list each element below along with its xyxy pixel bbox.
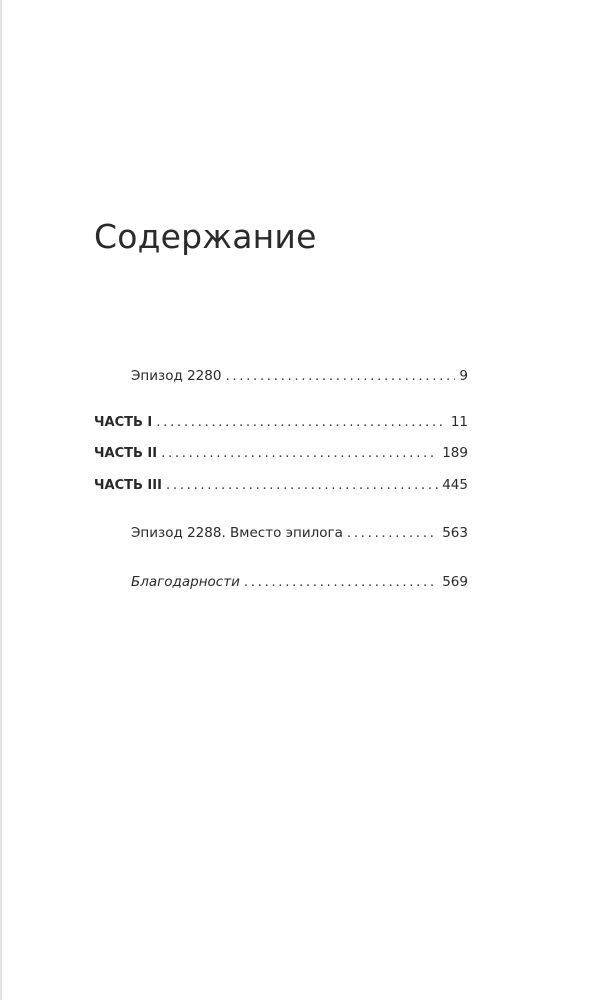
toc-entry-page: 445 xyxy=(442,477,468,493)
leader-dots xyxy=(347,523,438,543)
toc-entry-page: 189 xyxy=(442,445,468,461)
toc-entry-label: Эпизод 2288. Вместо эпилога xyxy=(131,525,343,541)
toc-entry-label: ЧАСТЬ I xyxy=(94,415,153,430)
leader-dots xyxy=(161,443,438,463)
toc-entry-label: Благодарности xyxy=(131,574,240,590)
leader-dots xyxy=(225,366,455,386)
table-of-contents xyxy=(2,0,606,1000)
toc-entry-episode-2288[interactable] xyxy=(131,523,468,543)
toc-entry-page: 563 xyxy=(442,525,468,541)
toc-entry-page: 569 xyxy=(442,574,468,590)
leader-dots xyxy=(156,412,447,432)
toc-entry-label: ЧАСТЬ II xyxy=(94,446,158,461)
toc-entry-page: 11 xyxy=(450,414,468,430)
leader-dots xyxy=(244,572,438,592)
toc-entry-acknowledgements[interactable] xyxy=(131,572,468,592)
page-title: Содержание xyxy=(94,217,317,256)
toc-entry-episode-2280[interactable] xyxy=(131,366,468,386)
toc-entry-part-3[interactable] xyxy=(94,475,468,495)
toc-entry-label: ЧАСТЬ III xyxy=(94,478,162,493)
leader-dots xyxy=(166,475,438,495)
toc-entry-part-2[interactable] xyxy=(94,443,468,463)
toc-entry-part-1[interactable] xyxy=(94,412,468,432)
toc-entry-label: Эпизод 2280 xyxy=(131,368,222,384)
toc-entry-page: 9 xyxy=(459,368,468,384)
